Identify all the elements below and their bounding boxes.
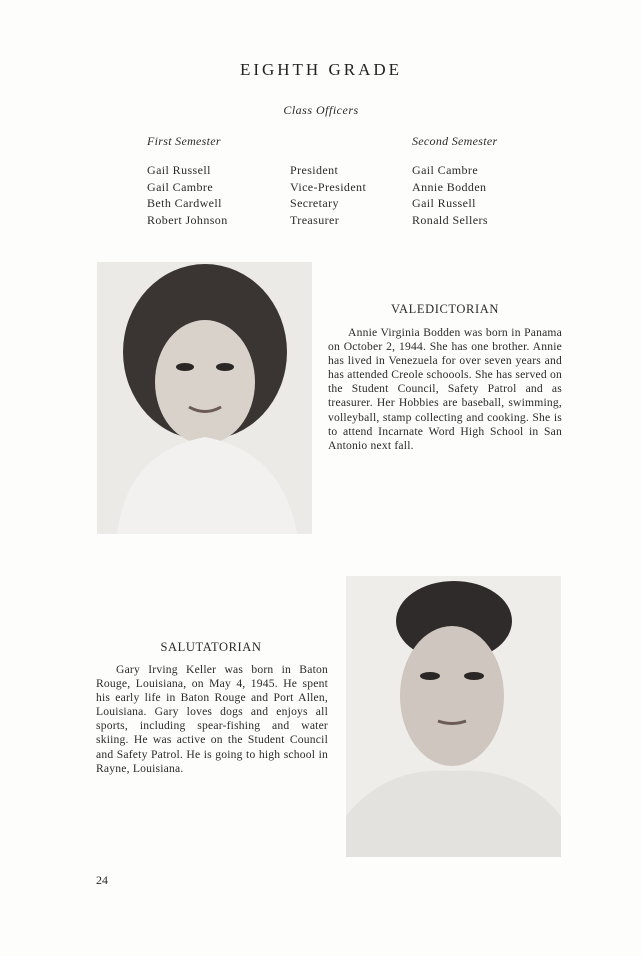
officer-name: Annie Bodden (412, 179, 487, 194)
officer-name: Beth Cardwell (147, 196, 222, 210)
office-title: President (290, 163, 339, 177)
salutatorian-heading: SALUTATORIAN (160, 640, 262, 654)
second-semester-list (412, 162, 488, 228)
salutatorian-bio: Gary Irving Keller was born in Baton Rouge, Louisiana, on May 4, 1945. He spent his early life in Baton Rouge and Port Allen, Louisiana. Gary loves dogs and enjoys all sports, including spear-fishing and water skiing. He was active on the Student Council and Safety Patrol. He is going to high school in Rayne, Louisiana. (96, 663, 328, 775)
officer-name: Gail Russell (147, 163, 211, 177)
page-number: 24 (96, 873, 108, 887)
valedictorian-bio: Annie Virginia Bodden was born in Panama on October 2, 1944. She has one brother. Annie has lived in Venezuela for over seven years and has attended Creole schoools. She has served on the Student Council, Safety Patrol and as treasurer. Her Hobbies are baseball, swimming, volleyball, stamp collecting and cooking. She is to attend Incarnate Word High School in San Antonio next fall. (328, 326, 562, 452)
girl-portrait-image (97, 262, 312, 534)
second-semester-label: Second Semester (412, 134, 498, 148)
salutatorian-photo (346, 576, 561, 857)
office-title: Secretary (290, 196, 339, 210)
officer-name: Robert Johnson (147, 212, 228, 227)
page-title: EIGHTH GRADE (239, 60, 403, 79)
officer-name: Gail Russell (412, 196, 476, 210)
valedictorian-heading: VALEDICTORIAN (390, 302, 500, 316)
officer-name: Gail Cambre (412, 163, 479, 177)
first-semester-list (147, 162, 228, 228)
boy-portrait-image (346, 576, 561, 857)
officer-name: Ronald Sellers (412, 212, 488, 227)
office-title: Vice-President (290, 179, 367, 194)
officer-name: Gail Cambre (147, 179, 214, 194)
office-title: Treasurer (290, 212, 340, 227)
class-officers-heading: Class Officers (283, 103, 359, 117)
offices-list (290, 162, 366, 228)
first-semester-label: First Semester (147, 134, 221, 148)
valedictorian-photo (97, 262, 312, 534)
